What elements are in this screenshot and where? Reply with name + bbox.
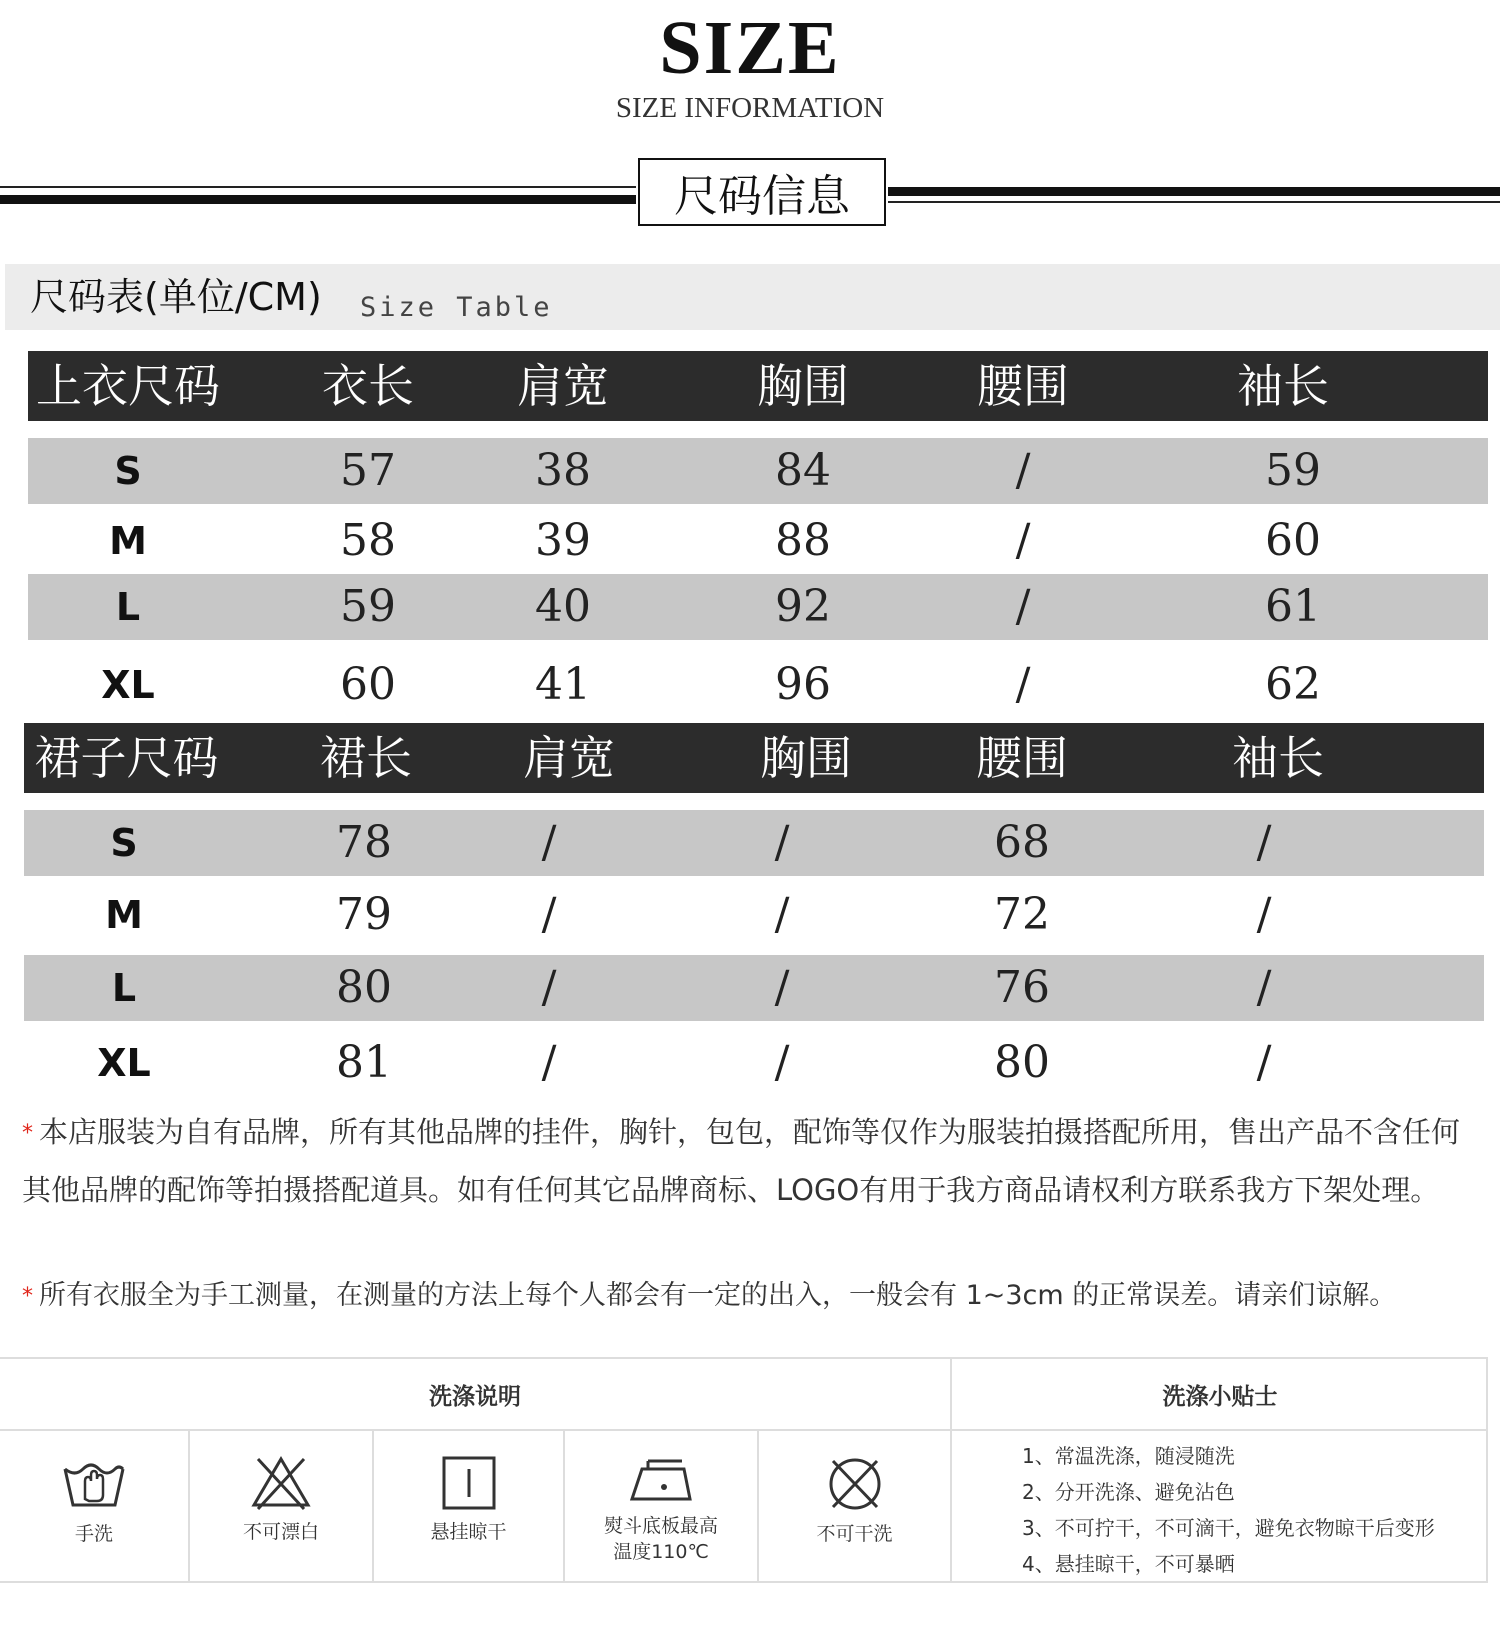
header-cell: 胸围 bbox=[757, 359, 849, 413]
table-cell: 72 bbox=[994, 889, 1050, 940]
table-cell: / bbox=[1256, 962, 1272, 1013]
table-cell: 39 bbox=[535, 515, 591, 566]
header-cell: 裙长 bbox=[320, 731, 412, 785]
table-row bbox=[24, 810, 1484, 876]
header-cell: 胸围 bbox=[760, 731, 852, 785]
header-rule-right-thin bbox=[888, 201, 1500, 203]
hand-wash-icon bbox=[61, 1455, 127, 1513]
header-cell: 肩宽 bbox=[517, 359, 609, 413]
header-rule-left-thick bbox=[0, 195, 636, 204]
header-cell: 腰围 bbox=[976, 731, 1068, 785]
list-item: 4、悬挂晾干，不可暴晒 bbox=[1022, 1552, 1235, 1576]
care-instructions-title: 洗涤说明 bbox=[429, 1383, 521, 1410]
header-cell: 袖长 bbox=[1232, 731, 1324, 785]
table-cell: 58 bbox=[340, 515, 396, 566]
table-cell: / bbox=[1015, 515, 1031, 566]
table-cell: 60 bbox=[340, 659, 396, 710]
table-cell: / bbox=[541, 889, 557, 940]
table-cell: 88 bbox=[775, 515, 831, 566]
note-text: 所有衣服全为手工测量，在测量的方法上每个人都会有一定的出入，一般会有 1~3cm 的正常误差。请亲们谅解。 bbox=[39, 1280, 1397, 1311]
table-cell: 96 bbox=[775, 659, 831, 710]
table-cell: 79 bbox=[336, 889, 392, 940]
table-cell: / bbox=[541, 962, 557, 1013]
page-subtitle: SIZE INFORMATION bbox=[615, 92, 885, 124]
brand-disclaimer-note bbox=[22, 1104, 1462, 1218]
table-cell: / bbox=[1256, 889, 1272, 940]
size-label: L bbox=[111, 966, 137, 1010]
care-label: 不可漂白 bbox=[242, 1521, 319, 1543]
size-table-title: 尺码表(单位/CM) bbox=[30, 275, 322, 319]
header-cell: 袖长 bbox=[1237, 359, 1329, 413]
header-rule-right-thick bbox=[888, 187, 1500, 196]
note-star: * bbox=[22, 1283, 33, 1309]
table-cell: 68 bbox=[994, 817, 1050, 868]
care-item-hand-wash bbox=[0, 1431, 188, 1581]
table-cell: 59 bbox=[1265, 445, 1321, 496]
no-bleach-icon bbox=[250, 1455, 312, 1511]
care-label: 悬挂晾干 bbox=[430, 1521, 507, 1543]
list-item: 3、不可拧干，不可滴干，避免衣物晾干后变形 bbox=[1022, 1516, 1435, 1540]
table-cell: / bbox=[1015, 445, 1031, 496]
header-cell: 裙子尺码 bbox=[34, 731, 219, 785]
table-cell: / bbox=[1256, 817, 1272, 868]
table-row bbox=[28, 508, 1488, 574]
care-item-no-bleach bbox=[190, 1431, 372, 1581]
table-cell: 81 bbox=[336, 1037, 392, 1088]
size-label: S bbox=[110, 821, 138, 865]
size-label: XL bbox=[101, 663, 155, 707]
note-star: * bbox=[22, 1121, 33, 1146]
table-cell: 80 bbox=[994, 1037, 1050, 1088]
care-label: 熨斗底板最高温度110℃ bbox=[603, 1515, 718, 1563]
table-cell: 61 bbox=[1265, 581, 1321, 632]
list-item: 2、分开洗涤、避免沾色 bbox=[1022, 1480, 1235, 1504]
table-row bbox=[28, 574, 1488, 640]
table-cell: 59 bbox=[340, 581, 396, 632]
table-cell: 40 bbox=[535, 581, 591, 632]
table-cell: 57 bbox=[340, 445, 396, 496]
table-cell: / bbox=[541, 817, 557, 868]
table-row bbox=[24, 955, 1484, 1021]
list-item: 1、常温洗涤，随浸随洗 bbox=[1022, 1444, 1235, 1468]
table-cell: 80 bbox=[336, 962, 392, 1013]
top-table-header bbox=[28, 351, 1488, 421]
size-label: L bbox=[115, 585, 141, 629]
table-row bbox=[24, 882, 1484, 948]
care-item-iron bbox=[565, 1431, 757, 1581]
table-cell: 38 bbox=[535, 445, 591, 496]
table-cell: / bbox=[774, 962, 790, 1013]
hang-dry-icon bbox=[441, 1455, 497, 1511]
table-cell: / bbox=[1015, 659, 1031, 710]
table-cell: / bbox=[774, 1037, 790, 1088]
measurement-note bbox=[22, 1268, 1462, 1325]
table-cell: 92 bbox=[775, 581, 831, 632]
table-cell: 60 bbox=[1265, 515, 1321, 566]
care-label: 手洗 bbox=[74, 1523, 113, 1545]
header-cell: 衣长 bbox=[322, 359, 414, 413]
table-row bbox=[28, 652, 1488, 718]
table-cell: / bbox=[1015, 581, 1031, 632]
care-label: 不可干洗 bbox=[816, 1523, 893, 1545]
header-cell: 上衣尺码 bbox=[36, 359, 220, 413]
table-row bbox=[24, 1030, 1484, 1096]
care-item-hang-dry bbox=[374, 1431, 563, 1581]
header-rule-left-thin bbox=[0, 186, 636, 188]
size-label: S bbox=[114, 449, 142, 493]
page-title: SIZE bbox=[659, 6, 841, 90]
header-cell: 腰围 bbox=[977, 359, 1069, 413]
table-cell: / bbox=[1256, 1037, 1272, 1088]
note-text: 本店服装为自有品牌，所有其他品牌的挂件，胸针，包包，配饰等仅作为服装拍摄搭配所用，售出产品不含任何其他品牌的配饰等拍摄搭配道具。如有任何其它品牌商标、LOGO有用于我方商品请权利方联系我方下架处理。 bbox=[22, 1115, 1461, 1207]
iron-icon bbox=[626, 1455, 696, 1505]
table-cell: 84 bbox=[775, 445, 831, 496]
no-dry-clean-icon bbox=[825, 1455, 885, 1513]
size-label: M bbox=[109, 519, 147, 563]
table-cell: 62 bbox=[1265, 659, 1321, 710]
care-item-no-dry-clean bbox=[759, 1431, 950, 1581]
care-tips-list bbox=[1022, 1438, 1435, 1582]
table-row bbox=[28, 438, 1488, 504]
header-cell: 肩宽 bbox=[523, 731, 615, 785]
table-cell: 78 bbox=[336, 817, 392, 868]
table-cell: / bbox=[541, 1037, 557, 1088]
size-label: M bbox=[105, 893, 143, 937]
care-tips-title: 洗涤小贴士 bbox=[1162, 1383, 1278, 1410]
size-table-subtitle: Size Table bbox=[360, 292, 553, 323]
skirt-table-header bbox=[24, 723, 1484, 793]
table-cell: 76 bbox=[994, 962, 1050, 1013]
table-cell: / bbox=[774, 817, 790, 868]
table-cell: 41 bbox=[535, 659, 591, 710]
table-cell: / bbox=[774, 889, 790, 940]
size-label: XL bbox=[97, 1041, 151, 1085]
section-badge: 尺码信息 bbox=[638, 158, 886, 226]
